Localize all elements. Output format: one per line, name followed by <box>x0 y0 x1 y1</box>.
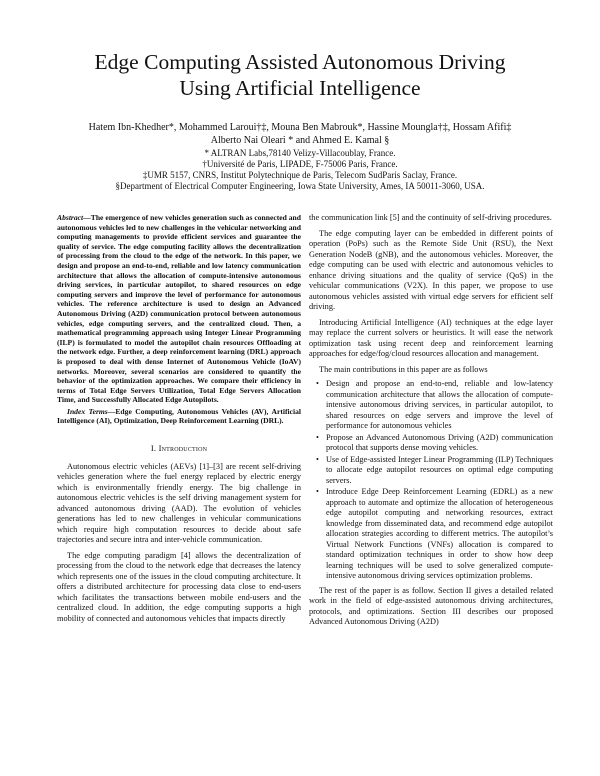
abstract-lead: Abstract <box>57 213 84 222</box>
continued-paragraph: the communication link [5] and the continuity of self-driving procedures. <box>309 213 552 222</box>
title-line-1: Edge Computing Assisted Autonomous Driving <box>94 50 506 74</box>
section-heading: I. Introduction <box>150 443 208 454</box>
affiliation-4: §Department of Electrical Computer Engineering, Iowa State University, Ames, IA 50011-3060, USA. <box>115 181 485 191</box>
right-paragraph-3: The main contributions in this paper are as follows <box>319 364 488 374</box>
closing-paragraph: The rest of the paper is as follow. Section II gives a detailed related work in the field of edge-assisted autonomous driving architectures, protocols, and optimizations. Section III describes our proposed Advanced Autonomous Driving (A2D) <box>309 585 553 626</box>
contribution-item: • Introduce Edge Deep Reinforcement Learning (EDRL) as a new approach to automate and optimize the allocation of heterogeneous edge autopilot computing and networking resources, extract knowledge from disseminated data, and recommend edge autopilot allocation strategies according to different metrics. The autopilot’s Virtual Network Functions (VNFs) allocation is compared to standard optimization techniques in order to show how deep learning techniques will be used to solve generalized compute-intensive autonomous driving services optimization problems. <box>326 487 553 582</box>
title-line-2: Using Artificial Intelligence <box>179 76 421 100</box>
affiliation-2: †Université de Paris, LIPADE, F-75006 Paris, France. <box>202 159 398 169</box>
author-list <box>40 122 560 147</box>
abstract-text: —The emergence of new vehicles generation such as connected and autonomous vehicles led to new challenges in the vehicular networking and computing managements to provide efficient services and guarantee the quality of service. The edge computing facility allows the decentralization of processing from the cloud to the edge of the network. In this paper, we design and propose an end-to-end, reliable and low latency communication architecture that allows the allocation of compute-intensive autonomous driving services, in particular autopilot, to shared resources on edge computing servers and improve the level of performance for autonomous vehicles. The reference architecture is used to design an Advanced Autonomous Driving (A2D) communication protocol between autonomous vehicles, edge computing servers, and the centralized cloud. Then, a mathematical programming approach using Integer Linear Programming (ILP) is formulated to model the autopilot chain resources Offloading at the network edge. Further, a deep reinforcement learning (DRL) approach is proposed to deal with dense Internet of Autonomous Vehicle (IoAV) networks. Moreover, several scenarios are considered to quantify the behavior of the optimization approaches. We compare their efficiency in terms of Total Edge Servers Utilization, Total Edge Servers Allocation Time, and Successfully Allocated Edge Autopilots. <box>57 213 301 405</box>
affiliation-3: ‡UMR 5157, CNRS, Institut Polytechnique de Paris, Telecom SudParis Saclay, France. <box>142 170 458 180</box>
authors-line-1: Hatem Ibn-Khedher*, Mohammed Laroui†‡, Mouna Ben Mabrouk*, Hassine Moungla†‡, Hossam Afifi‡ <box>88 122 512 133</box>
index-terms <box>57 407 301 426</box>
paper-title <box>40 49 560 101</box>
index-terms-lead: Index Terms <box>67 406 108 416</box>
intro-paragraph-1: Autonomous electric vehicles (AEVs) [1]–[3] are recent self-driving vehicles generation where the fuel energy replaced by electric energy which is environmentally friendly energy. The big challenge in autonomous electric vehicles is the self driving management system for advanced autonomous driving (AAD). The evolution of vehicles generations has led to new challenges in vehicular communications which require high computation resources to decide about safe trajectories and secure intra and inter-vehicle communication. <box>57 461 301 545</box>
contribution-item: • Design and propose an end-to-end, reliable and low-latency communication architecture that allows the allocation of compute-intensive autonomous driving services, in particular autopilot, to shared resources on edge servers and improve the level of performance for autonomous vehicles <box>326 379 553 432</box>
left-column <box>57 213 301 624</box>
contribution-item: • Propose an Advanced Autonomous Driving (A2D) communication protocol that supports dense moving vehicles. <box>326 433 553 454</box>
index-terms-text: —Edge Computing, Autonomous Vehicles (AV), Artificial Intelligence (AI), Optimization, Deep Reinforcement Learning (DRL). <box>57 406 301 426</box>
right-paragraph-1: The edge computing layer can be embedded in different points of operation (PoPs) such as the Remote Side Unit (RSU), the Next Generation NodeB (gNB), and the autonomous vehicles. Moreover, the edge computing can be used with electric and autonomous vehicles to enhance driving situations and the quality of service (QoS) in the vehicular communications (V2X). In this paper, we propose to use autonomous vehicles assisted with virtual edge servers for efficient self driving. <box>309 228 553 311</box>
contribution-item: • Use of Edge-assisted Integer Linear Programming (ILP) Techniques to allocate edge autopilot resources on optimal edge computing servers. <box>326 455 553 487</box>
abstract <box>57 213 301 405</box>
right-column <box>309 213 553 628</box>
intro-paragraph-2: The edge computing paradigm [4] allows the decentralization of processing from the cloud to the network edge that decreases the latency which represents one of the issues in the cloud computing architecture. It offers a distributed architecture for processing data close to end-users which facilitates the transactions between mobile end-users and the centralized cloud. In addition, the edge computing supports a high mobility of connected and autonomous vehicles that impacts directly <box>57 550 301 623</box>
affiliation-1: * ALTRAN Labs,78140 Velizy-Villacoublay, France. <box>204 148 396 158</box>
contributions-list <box>309 379 553 582</box>
authors-line-2: Alberto Nai Oleari * and Ahmed E. Kamal § <box>210 134 390 146</box>
right-paragraph-2: Introducing Artificial Intelligence (AI) techniques at the edge layer may replace the current solvers or heuristics. It will ease the network optimization task using recent deep and reinforcement learning approaches for edge/fog/cloud resources allocation and management. <box>309 317 553 358</box>
